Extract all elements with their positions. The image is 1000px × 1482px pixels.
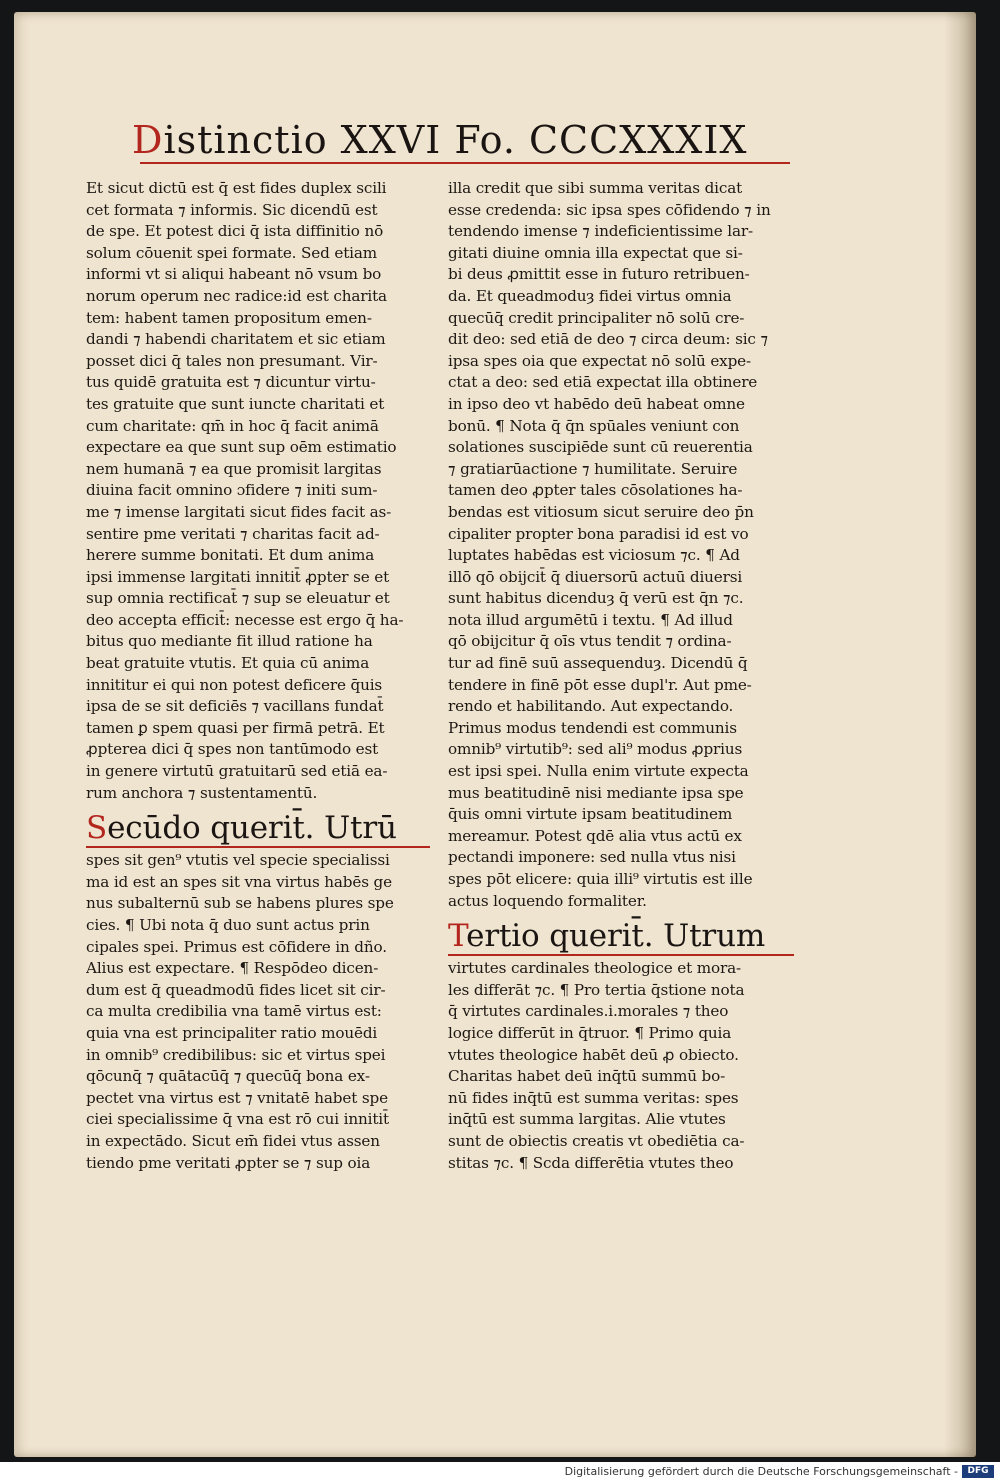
text-line: q̄uis omni virtute ipsam beatitudinem bbox=[448, 805, 733, 824]
text-line: tem: habent tamen propositum emen- bbox=[86, 308, 372, 327]
text-line: sentire pme veritati ⁊ charitas facit ad- bbox=[86, 524, 380, 543]
header-red-rule bbox=[140, 162, 790, 164]
text-line: in omnib⁹ credibilibus: sic et virtus spei bbox=[86, 1045, 386, 1064]
text-line: beat gratuite vtutis. Et quia cū anima bbox=[86, 654, 370, 673]
text-line: sup omnia rectificat̄ ⁊ sup se eleuatur et bbox=[86, 589, 390, 608]
text-line: tamen deo ꝓpter tales cōsolationes ha- bbox=[448, 481, 743, 500]
text-line: vtutes theologice habēt deū ꝓ obiecto. bbox=[448, 1045, 739, 1064]
text-line: cum charitate: qm̄ in hoc q̄ facit animā bbox=[86, 416, 379, 435]
text-line: spes pōt elicere: quia illi⁹ virtutis est ille bbox=[448, 870, 753, 888]
text-line: nū fides inq̄tū est summa veritas: spes bbox=[448, 1088, 739, 1107]
text-line: bitus quo mediante fit illud ratione ha bbox=[86, 632, 373, 651]
text-line: mus beatitudinē nisi mediante ipsa spe bbox=[448, 783, 744, 802]
text-line: mereamur. Potest qdē alia vtus actū ex bbox=[448, 826, 742, 845]
text-line: esse credenda: sic ipsa spes cōfidendo ⁊ in bbox=[448, 200, 771, 219]
text-line: Alius est expectare. ¶ Respōdeo dicen- bbox=[86, 959, 379, 978]
text-line: cet formata ⁊ informis. Sic dicendū est bbox=[86, 200, 378, 219]
text-line: in expectādo. Sicut em̄ fidei vtus assen bbox=[86, 1131, 380, 1150]
text-line: logice differūt in q̄truor. ¶ Primo quia bbox=[448, 1023, 732, 1042]
text-line: nus subalternū sub se habens plures spe bbox=[86, 894, 394, 913]
text-line: in genere virtutū gratuitarū sed etiā ea- bbox=[86, 762, 388, 781]
text-line: innititur ei qui non potest deficere q̄uis bbox=[86, 675, 383, 694]
text-line: luptates habēdas est viciosum ⁊c. ¶ Ad bbox=[448, 546, 740, 565]
text-line: bendas est vitiosum sicut seruire deo p̄n bbox=[448, 502, 754, 521]
text-line: Et sicut dictū est q̄ est fides duplex scili bbox=[86, 179, 387, 197]
right-text-column bbox=[448, 178, 794, 1174]
text-line: me ⁊ imense largitati sicut fides facit as- bbox=[86, 502, 392, 521]
text-line: expectare ea que sunt sup oēm estimatio bbox=[86, 438, 397, 457]
left-text-column bbox=[86, 178, 430, 1174]
page-edge-shadow bbox=[944, 12, 976, 1457]
text-line: dum est q̄ queadmodū fides licet sit cir- bbox=[86, 980, 386, 999]
text-line: bi deus ꝓmittit esse in futuro retribuen- bbox=[448, 265, 750, 284]
text-line: actus loquendo formaliter. bbox=[448, 891, 647, 910]
text-line: Charitas habet deū inq̄tū summū bo- bbox=[448, 1067, 726, 1086]
text-line: posset dici q̄ tales non presumant. Vir- bbox=[86, 351, 378, 370]
header-title: istinctio XXVI Fo. CCCXXXIX bbox=[163, 118, 748, 162]
text-line: ipsa spes oia que expectat nō solū expe- bbox=[448, 351, 751, 370]
text-line: sunt habitus dicenduȝ q̄ verū est q̄n ⁊c. bbox=[448, 589, 744, 608]
text-line: norum operum nec radice:id est charita bbox=[86, 286, 387, 305]
dfg-logo: DFG bbox=[962, 1465, 994, 1478]
header-rubric-initial: D bbox=[132, 118, 164, 162]
text-line: de spe. Et potest dici q̄ ista diffinitio nō bbox=[86, 222, 384, 241]
text-line: herere summe bonitati. Et dum anima bbox=[86, 546, 375, 565]
text-line: nem humanā ⁊ ea que promisit largitas bbox=[86, 459, 382, 478]
text-line: pectet vna virtus est ⁊ vnitatē habet spe bbox=[86, 1088, 388, 1107]
text-line: tur ad finē suū assequenduȝ. Dicendū q̄ bbox=[448, 654, 748, 673]
heading-rubric-initial: S bbox=[86, 810, 108, 847]
funding-credit: Digitalisierung gefördert durch die Deutsche Forschungsgemeinschaft - bbox=[564, 1465, 958, 1478]
text-line: bonū. ¶ Nota q̄ q̄n spūales veniunt con bbox=[448, 416, 740, 435]
text-line: solationes suscipiēde sunt cū reuerentia bbox=[448, 438, 753, 457]
text-line: ctat a deo: sed etiā expectat illa obtinere bbox=[448, 373, 758, 392]
text-line: informi vt si aliqui habeant nō vsum bo bbox=[86, 265, 382, 284]
heading-secundo-queritur bbox=[86, 810, 430, 848]
text-line: rum anchora ⁊ sustentamentū. bbox=[86, 783, 318, 802]
left-column-paragraph bbox=[86, 850, 430, 1174]
text-line: ma id est an spes sit vna virtus habēs ge bbox=[86, 872, 392, 891]
heading-rubric-initial: T bbox=[448, 918, 467, 955]
text-line: tiendo pme veritati ꝓpter se ⁊ sup oia bbox=[86, 1153, 371, 1172]
text-line: dandi ⁊ habendi charitatem et sic etiam bbox=[86, 330, 386, 349]
text-line: ipsa de se sit deficiēs ⁊ vacillans fundat̄ bbox=[86, 697, 384, 716]
text-line: deo accepta efficit̄: necesse est ergo q̄ ha- bbox=[86, 610, 404, 629]
text-line: les differāt ⁊c. ¶ Pro tertia q̄stione nota bbox=[448, 980, 745, 999]
text-line: gitati diuine omnia illa expectat que si- bbox=[448, 243, 743, 262]
text-line: pectandi imponere: sed nulla vtus nisi bbox=[448, 848, 736, 867]
text-line: ꝓpterea dici q̄ spes non tantūmodo est bbox=[86, 740, 379, 759]
text-line: dit deo: sed etiā de deo ⁊ circa deum: sic ⁊ bbox=[448, 330, 768, 349]
text-line: quecūq̄ credit principaliter nō solū cre- bbox=[448, 308, 745, 327]
heading-text: ertio querit̄. Utrum bbox=[466, 918, 766, 955]
header-text bbox=[132, 118, 747, 162]
left-column-paragraph bbox=[86, 178, 430, 804]
text-line: qōcunq̄ ⁊ quātacūq̄ ⁊ quecūq̄ bona ex- bbox=[86, 1067, 370, 1086]
text-line: tus quidē gratuita est ⁊ dicuntur virtu- bbox=[86, 373, 376, 392]
heading-tertio-queritur bbox=[448, 918, 794, 956]
text-line: solum cōuenit spei formate. Sed etiam bbox=[86, 243, 378, 262]
text-line: omnib⁹ virtutib⁹: sed ali⁹ modus ꝓprius bbox=[448, 740, 743, 759]
text-line: ciei specialissime q̄ vna est rō cui innitit̄ bbox=[86, 1110, 389, 1129]
text-line: quia vna est principaliter ratio mouēdi bbox=[86, 1023, 378, 1042]
text-line: cipales spei. Primus est cōfidere in dño. bbox=[86, 937, 387, 956]
text-line: tendendo imense ⁊ indeficientissime lar- bbox=[448, 222, 753, 241]
text-line: stitas ⁊c. ¶ Scda differētia vtutes theo bbox=[448, 1153, 734, 1172]
text-line: tes gratuite que sunt iuncte charitati et bbox=[86, 394, 385, 413]
text-line: cipaliter propter bona paradisi id est vo bbox=[448, 524, 749, 543]
text-line: virtutes cardinales theologice et mora- bbox=[448, 959, 741, 978]
heading-text: ecūdo querit̄. Utrū bbox=[107, 810, 397, 847]
text-line: q̄ virtutes cardinales.i.morales ⁊ theo bbox=[448, 1002, 729, 1021]
text-line: in ipso deo vt habēdo deū habeat omne bbox=[448, 394, 745, 413]
text-line: qō obijcitur q̄ oīs vtus tendit ⁊ ordina- bbox=[448, 632, 732, 651]
text-line: nota illud argumētū i textu. ¶ Ad illud bbox=[448, 610, 733, 629]
text-line: ⁊ gratiarūactione ⁊ humilitate. Seruire bbox=[448, 459, 738, 478]
text-line: illa credit que sibi summa veritas dicat bbox=[448, 179, 743, 197]
text-line: est ipsi spei. Nulla enim virtute expecta bbox=[448, 762, 749, 781]
right-column-paragraph bbox=[448, 958, 794, 1174]
text-line: ca multa credibilia vna tamē virtus est: bbox=[86, 1002, 382, 1021]
text-line: diuina facit omnino ɔfidere ⁊ initi sum- bbox=[86, 481, 378, 500]
text-line: ipsi immense largitati innitit̄ ꝓpter se et bbox=[86, 567, 390, 586]
text-line: inq̄tū est summa largitas. Alie vtutes bbox=[448, 1110, 726, 1129]
right-column-paragraph bbox=[448, 178, 794, 912]
text-line: illō qō obijcit̄ q̄ diuersorū actuū diuersi bbox=[448, 567, 743, 586]
text-line: da. Et queadmoduȝ fidei virtus omnia bbox=[448, 286, 732, 305]
footer-bar bbox=[0, 1462, 1000, 1482]
text-line: tamen ꝑ spem quasi per firmā petrā. Et bbox=[86, 718, 385, 737]
text-line: cies. ¶ Ubi nota q̄ duo sunt actus prin bbox=[86, 916, 370, 934]
text-line: sunt de obiectis creatis vt obediētia ca- bbox=[448, 1131, 745, 1150]
text-line: tendere in finē pōt esse dupl'r. Aut pme- bbox=[448, 675, 752, 694]
text-line: spes sit gen⁹ vtutis vel specie specialissi bbox=[86, 851, 390, 870]
text-line: Primus modus tendendi est communis bbox=[448, 718, 737, 737]
text-line: rendo et habilitando. Aut expectando. bbox=[448, 697, 734, 716]
running-header bbox=[132, 118, 794, 168]
